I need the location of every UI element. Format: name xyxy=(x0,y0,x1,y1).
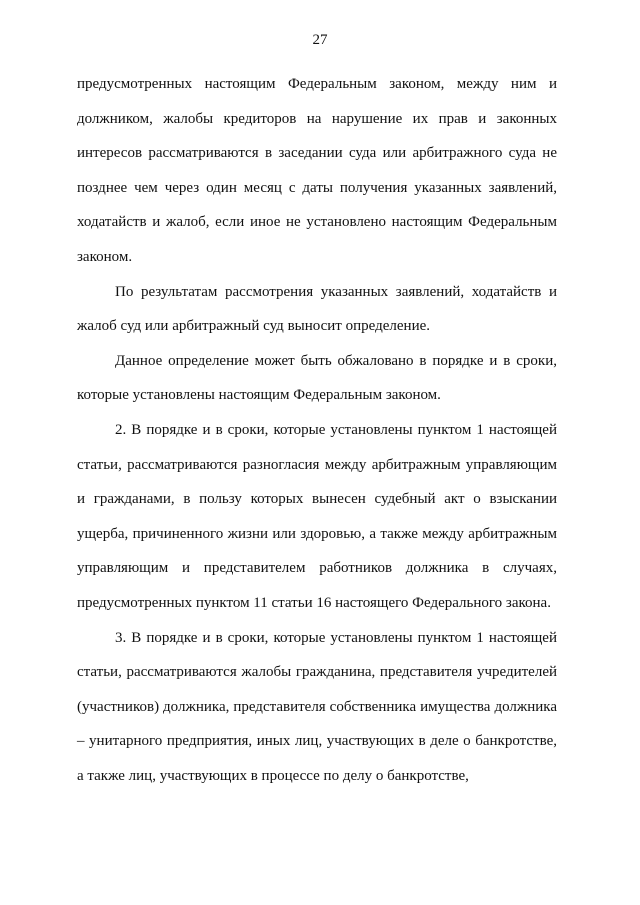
paragraph-ruling: По результатам рассмотрения указанных заявлений, ходатайств и жалоб суд или арбитражный суд выносит определение. xyxy=(77,283,557,335)
paragraph-clause-3: 3. В порядке и в сроки, которые установлены пунктом 1 настоящей статьи, рассматриваются жалобы гражданина, представителя учредителей (участников) должника, представителя собственника имущества должника – унитарного предприятия, иных лиц, участвующих в деле о банкротстве, а также лиц, участвующих в процессе по делу о банкротстве, xyxy=(77,629,557,784)
paragraph-continuation: предусмотренных настоящим Федеральным законом, между ним и должником, жалобы кредиторов на нарушение их прав и законных интересов рассматриваются в заседании суда или арбитражного суда не позднее чем через один месяц с даты получения указанных заявлений, ходатайств и жалоб, если иное не установлено настоящим Федеральным законом. xyxy=(77,76,557,265)
document-body xyxy=(77,67,557,793)
paragraph-clause-2: 2. В порядке и в сроки, которые установлены пунктом 1 настоящей статьи, рассматриваются разногласия между арбитражным управляющим и гражданами, в пользу которых вынесен судебный акт о взыскании ущерба, причиненного жизни или здоровью, а также между арбитражным управляющим и представителем работников должника в случаях, предусмотренных пунктом 11 статьи 16 настоящего Федерального закона. xyxy=(77,421,557,611)
page-number: 27 xyxy=(312,32,328,48)
paragraph-appeal: Данное определение может быть обжаловано в порядке и в сроки, которые установлены настоящим Федеральным законом. xyxy=(77,352,557,404)
